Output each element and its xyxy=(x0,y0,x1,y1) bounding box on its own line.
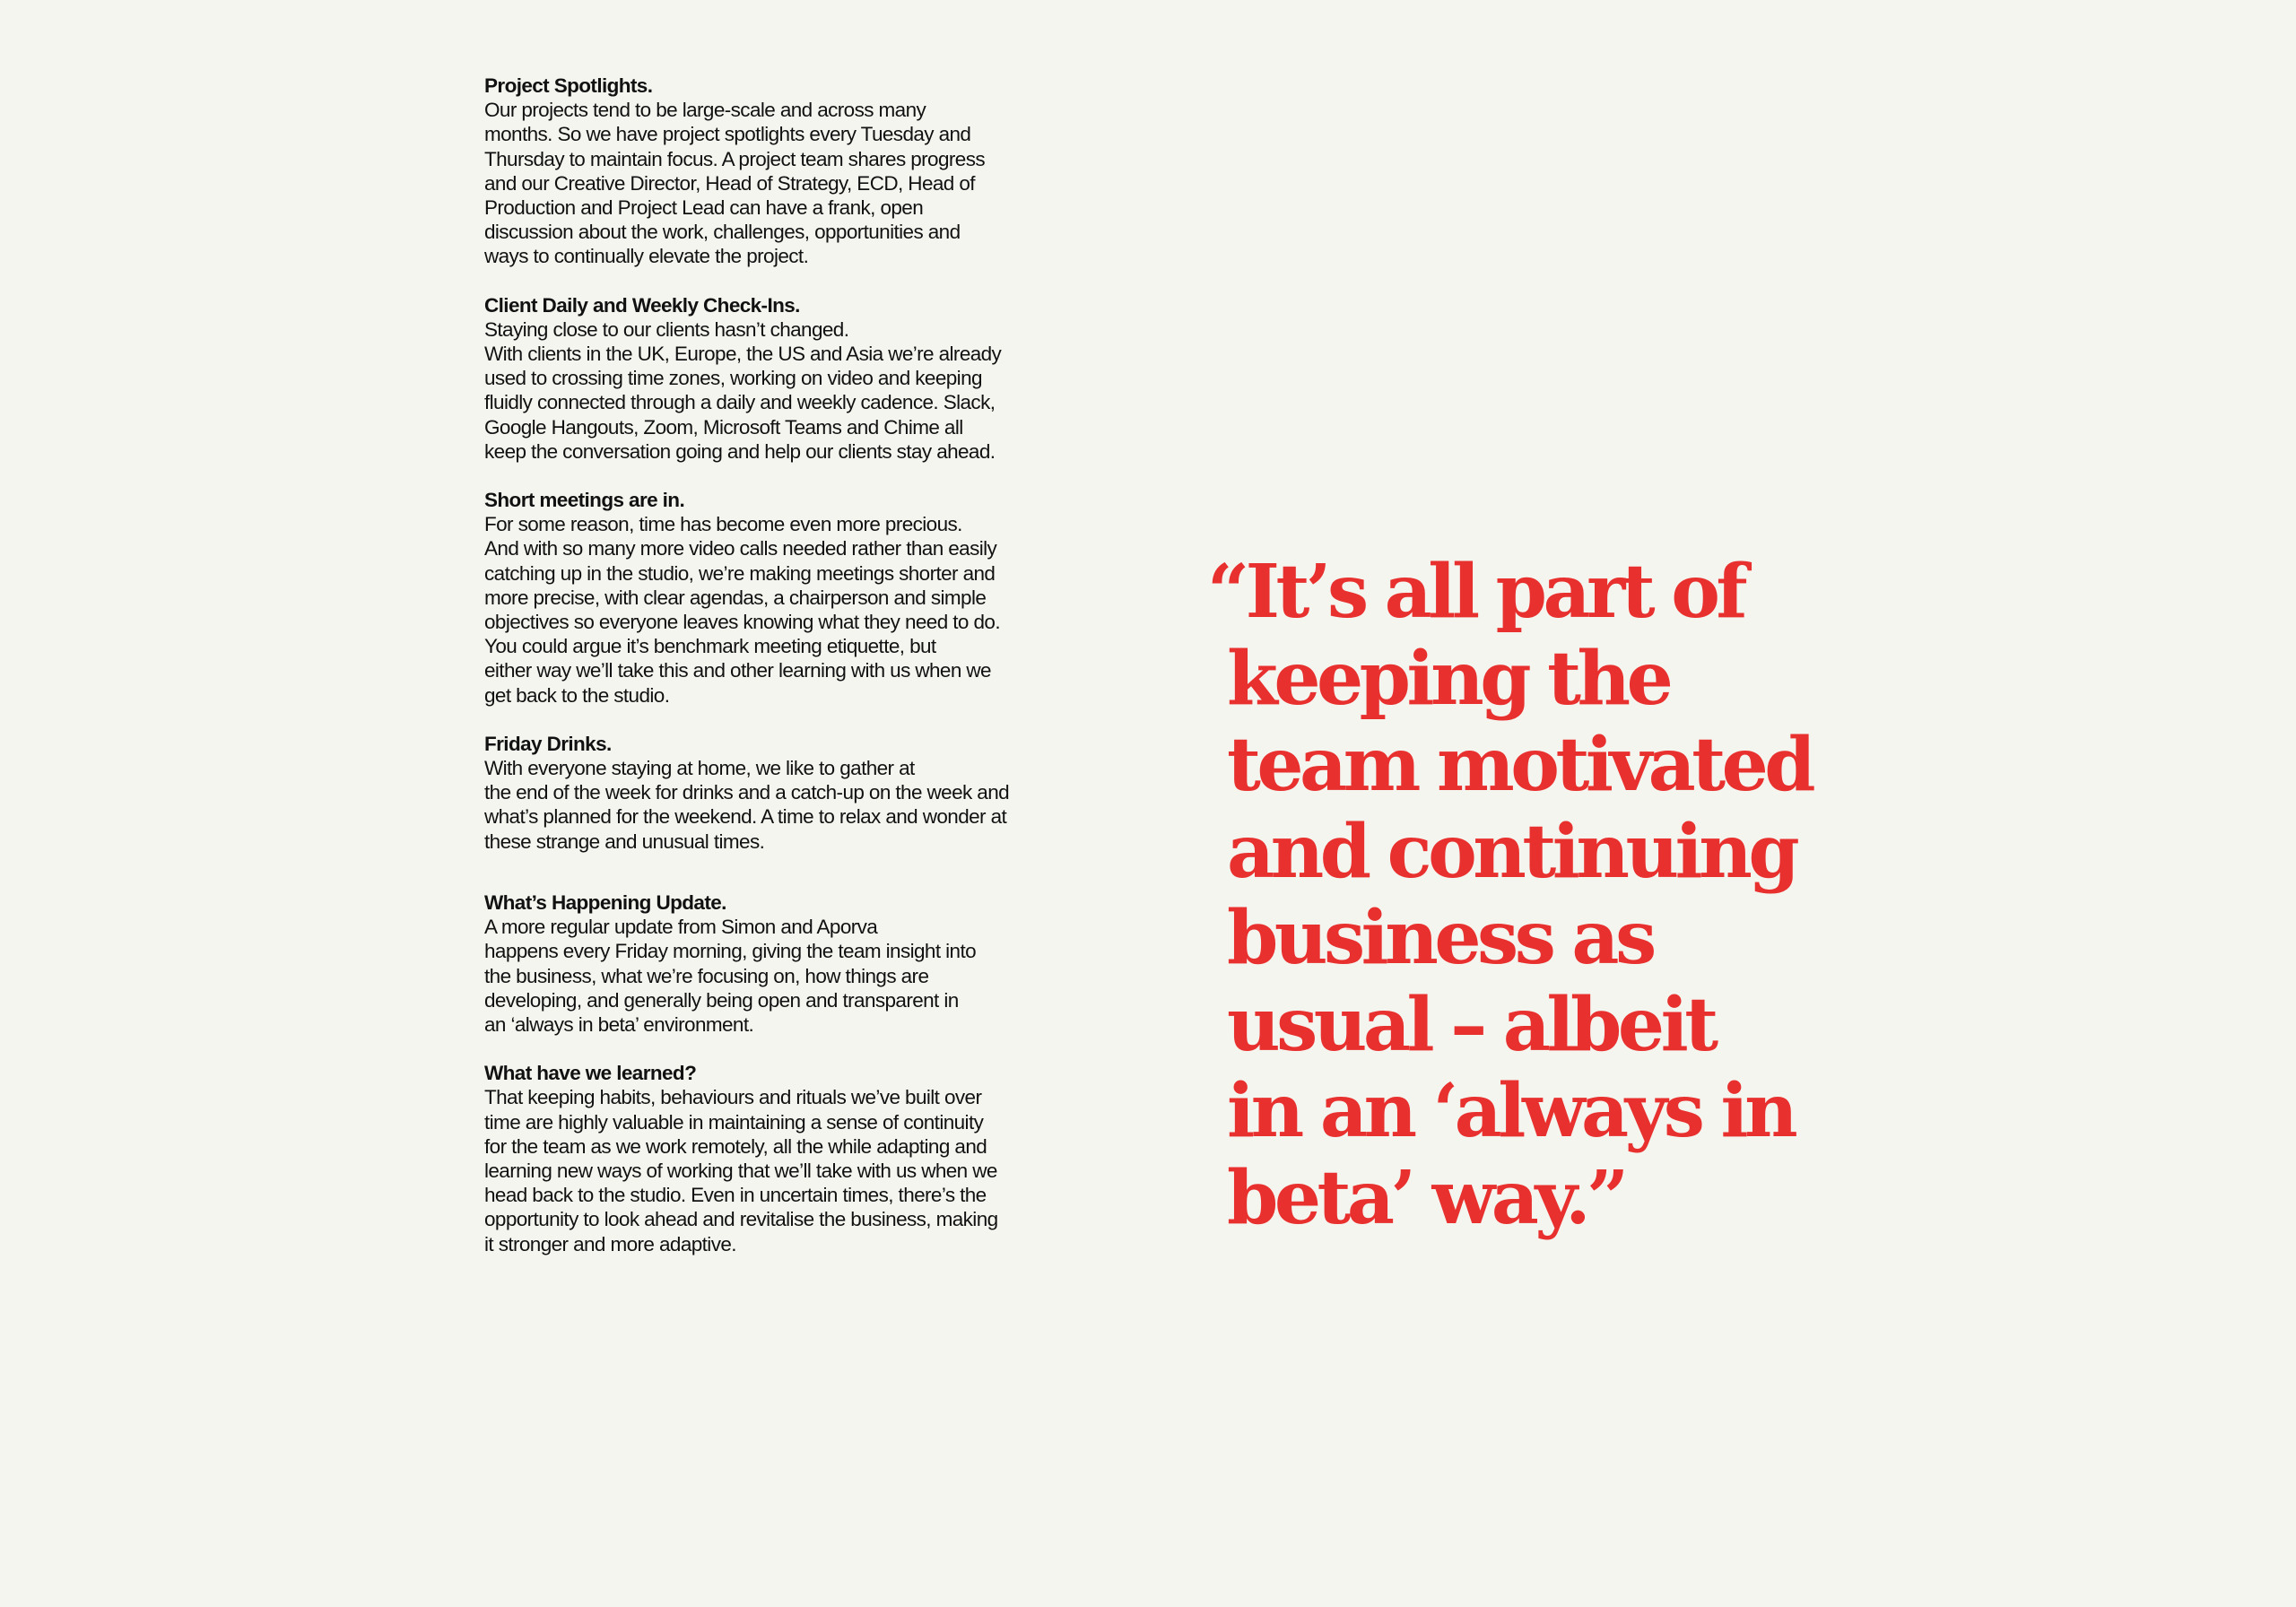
paragraph-line: That keeping habits, behaviours and rituals we’ve built over xyxy=(484,1086,982,1109)
paragraph-line: developing, and generally being open and transparent in xyxy=(484,988,959,1012)
paragraph-line: Our projects tend to be large-scale and across many xyxy=(484,99,926,122)
paragraph-line: Google Hangouts, Zoom, Microsoft Teams and Chime all xyxy=(484,415,963,439)
paragraph-line: You could argue it’s benchmark meeting etiquette, but xyxy=(484,635,936,658)
paragraph-line: used to crossing time zones, working on video and keeping xyxy=(484,367,982,390)
section-heading: Short meetings are in. xyxy=(484,489,685,512)
pull-quote-line: “It’s all part of xyxy=(1207,549,1744,635)
paragraph-line: get back to the studio. xyxy=(484,683,670,707)
pull-quote xyxy=(1207,549,1889,1241)
section-heading: Client Daily and Weekly Check-Ins. xyxy=(484,293,800,317)
paragraph-line: A more regular update from Simon and Aporva xyxy=(484,916,878,939)
pull-quote-line: beta’ way.” xyxy=(1227,1154,1625,1241)
section-heading: Project Spotlights. xyxy=(484,74,653,97)
section-project-spotlights xyxy=(484,74,1067,269)
paragraph-line: it stronger and more adaptive. xyxy=(484,1232,736,1255)
paragraph-line: discussion about the work, challenges, opportunities and xyxy=(484,221,961,244)
paragraph-line: an ‘always in beta’ environment. xyxy=(484,1012,754,1036)
section-short-meetings xyxy=(484,488,1067,708)
section-friday-drinks xyxy=(484,732,1067,854)
paragraph-line: For some reason, time has become even more precious. xyxy=(484,513,962,536)
pull-quote-line: in an ‘always in xyxy=(1227,1068,1795,1154)
pull-quote-line: team motivated xyxy=(1227,722,1813,808)
paragraph-line: the end of the week for drinks and a catch-up on the week and xyxy=(484,781,1010,804)
section-heading: What’s Happening Update. xyxy=(484,890,726,914)
paragraph-line: more precise, with clear agendas, a chairperson and simple xyxy=(484,586,987,609)
paragraph-line: Production and Project Lead can have a frank, open xyxy=(484,196,924,220)
paragraph-line: With clients in the UK, Europe, the US and Asia we’re already xyxy=(484,343,1002,366)
section-whats-happening-update xyxy=(484,890,1067,1037)
paragraph-line: for the team as we work remotely, all the while adapting and xyxy=(484,1134,987,1158)
paragraph-line: either way we’ll take this and other learning with us when we xyxy=(484,659,991,682)
paragraph-line: catching up in the studio, we’re making meetings shorter and xyxy=(484,561,996,585)
paragraph-line: fluidly connected through a daily and weekly cadence. Slack, xyxy=(484,391,996,414)
paragraph-line: the business, what we’re focusing on, how things are xyxy=(484,964,929,987)
section-heading: What have we learned? xyxy=(484,1062,697,1085)
section-heading: Friday Drinks. xyxy=(484,732,612,755)
paragraph-line: these strange and unusual times. xyxy=(484,830,765,853)
paragraph-line: what’s planned for the weekend. A time to relax and wonder at xyxy=(484,805,1007,829)
body-text-column xyxy=(484,74,1067,1281)
paragraph-line: ways to continually elevate the project. xyxy=(484,245,809,268)
paragraph-line: Thursday to maintain focus. A project team shares progress xyxy=(484,147,985,170)
pull-quote-line: keeping the xyxy=(1227,635,1670,722)
section-what-have-we-learned xyxy=(484,1061,1067,1256)
paragraph-line: keep the conversation going and help our clients stay ahead. xyxy=(484,439,996,463)
paragraph-line: happens every Friday morning, giving the team insight into xyxy=(484,940,977,963)
paragraph-line: Staying close to our clients hasn’t changed. xyxy=(484,317,849,341)
paragraph-line: objectives so everyone leaves knowing what they need to do. xyxy=(484,611,1000,634)
paragraph-line: head back to the studio. Even in uncertain times, there’s the xyxy=(484,1184,987,1207)
paragraph-line: And with so many more video calls needed rather than easily xyxy=(484,537,997,560)
paragraph-line: and our Creative Director, Head of Strategy, ECD, Head of xyxy=(484,171,975,195)
pull-quote-line: business as xyxy=(1227,895,1653,981)
pull-quote-line: and continuing xyxy=(1227,808,1796,895)
section-client-check-ins xyxy=(484,293,1067,464)
paragraph-line: learning new ways of working that we’ll take with us when we xyxy=(484,1159,997,1182)
pull-quote-line: usual – albeit xyxy=(1227,981,1715,1068)
paragraph-line: months. So we have project spotlights every Tuesday and xyxy=(484,123,971,146)
paragraph-line: opportunity to look ahead and revitalise the business, making xyxy=(484,1208,998,1231)
paragraph-line: time are highly valuable in maintaining a sense of continuity xyxy=(484,1110,984,1134)
paragraph-line: With everyone staying at home, we like to gather at xyxy=(484,757,915,780)
